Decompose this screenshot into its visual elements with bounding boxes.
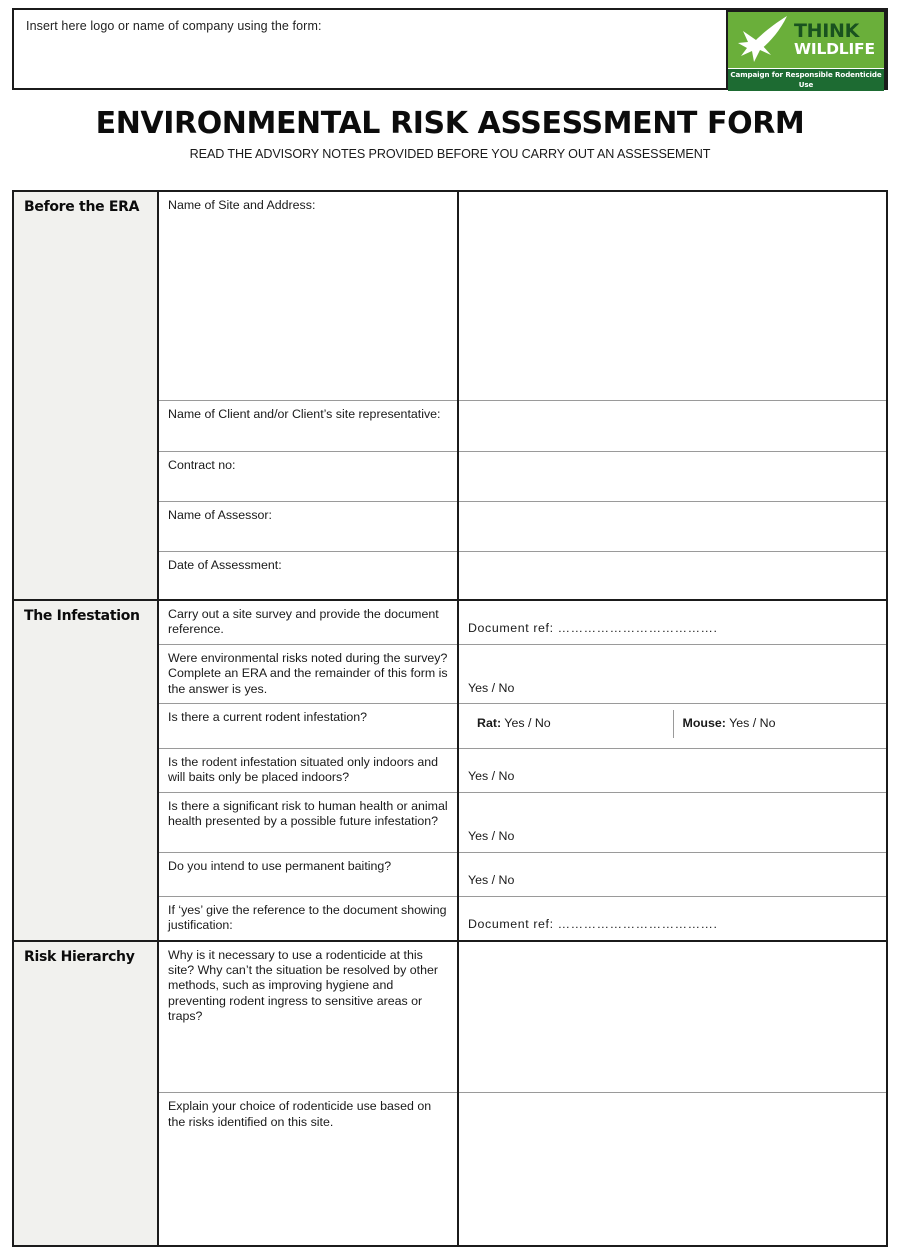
- table-row: [13, 941, 887, 1093]
- document-ref-field: Document ref: ……………………………….: [468, 917, 718, 932]
- answer-site-survey-document-ref[interactable]: [458, 600, 887, 644]
- logo-tagline: Campaign for Responsible Rodenticide Use: [730, 70, 882, 89]
- question-permanent-baiting: Do you intend to use permanent baiting?: [158, 852, 458, 896]
- answer-current-rodent-infestation: [458, 704, 887, 749]
- page-subtitle: READ THE ADVISORY NOTES PROVIDED BEFORE YOU CARRY OUT AN ASSESSEMENT: [189, 147, 711, 161]
- environmental-risk-assessment-table: [12, 190, 888, 1247]
- question-justification-reference: If ‘yes’ give the reference to the document showing justification:: [158, 896, 458, 940]
- answer-mouse[interactable]: [673, 710, 878, 738]
- question-site-name-address: Name of Site and Address:: [158, 191, 458, 400]
- document-ref-field: Document ref: ……………………………….: [468, 621, 718, 636]
- table-row: [13, 600, 887, 644]
- logo-lower-panel: [728, 68, 884, 100]
- answer-date-of-assessment[interactable]: [458, 551, 887, 600]
- rat-label: Rat:: [477, 716, 502, 731]
- answer-contract-no[interactable]: [458, 451, 887, 501]
- question-environmental-risks-noted: Were environmental risks noted during the survey? Complete an ERA and the remainder of this form is the answer is yes.: [158, 644, 458, 703]
- rat-value: Yes / No: [501, 716, 551, 731]
- question-date-of-assessment: Date of Assessment:: [158, 551, 458, 600]
- mouse-label: Mouse:: [682, 716, 726, 731]
- logo-wildlife-text: WILDLIFE: [794, 40, 875, 58]
- question-infestation-indoors-only: Is the rodent infestation situated only indoors and will baits only be placed indoors?: [158, 749, 458, 793]
- logo-stewardship-text: CRRU Stewardship: [762, 90, 850, 100]
- question-current-rodent-infestation: Is there a current rodent infestation?: [158, 704, 458, 749]
- answer-justification-document-ref[interactable]: [458, 896, 887, 940]
- think-wildlife-logo: [726, 10, 886, 100]
- question-why-rodenticide-necessary: Why is it necessary to use a rodenticide at this site? Why can’t the situation be resolved by other methods, such as improving hygiene and preventing rodent ingress to sensitive areas or traps?: [158, 941, 458, 1093]
- table-row: [13, 191, 887, 400]
- logo-think-text: THINK: [794, 20, 860, 42]
- answer-assessor-name[interactable]: [458, 501, 887, 551]
- section-label-the-infestation: The Infestation: [13, 600, 158, 941]
- logo-upper-panel: [728, 12, 884, 68]
- answer-site-name-address[interactable]: [458, 191, 887, 400]
- answer-client-name[interactable]: [458, 400, 887, 451]
- question-assessor-name: Name of Assessor:: [158, 501, 458, 551]
- answer-rat[interactable]: [468, 710, 673, 738]
- question-explain-rodenticide-choice: Explain your choice of rodenticide use based on the risks identified on this site.: [158, 1093, 458, 1246]
- answer-permanent-baiting[interactable]: Yes / No: [458, 852, 887, 896]
- section-label-before-the-era: Before the ERA: [13, 191, 158, 600]
- bird-icon: [728, 12, 794, 68]
- answer-environmental-risks-noted[interactable]: Yes / No: [458, 644, 887, 703]
- answer-significant-health-risk[interactable]: Yes / No: [458, 792, 887, 852]
- company-logo-prompt: Insert here logo or name of company using the form:: [26, 19, 322, 33]
- answer-infestation-indoors-only[interactable]: Yes / No: [458, 749, 887, 793]
- question-significant-health-risk: Is there a significant risk to human health or animal health presented by a possible future infestation?: [158, 792, 458, 852]
- section-label-risk-hierarchy: Risk Hierarchy: [13, 941, 158, 1246]
- question-site-survey-reference: Carry out a site survey and provide the document reference.: [158, 600, 458, 644]
- answer-why-rodenticide-necessary[interactable]: [458, 941, 887, 1093]
- question-client-name: Name of Client and/or Client’s site representative:: [158, 400, 458, 451]
- question-contract-no: Contract no:: [158, 451, 458, 501]
- mouse-value: Yes / No: [725, 716, 776, 731]
- page-title: ENVIRONMENTAL RISK ASSESSMENT FORM: [95, 106, 805, 141]
- answer-explain-rodenticide-choice[interactable]: [458, 1093, 887, 1246]
- logo-wordmark: [794, 12, 884, 68]
- company-logo-header-box: [12, 8, 888, 100]
